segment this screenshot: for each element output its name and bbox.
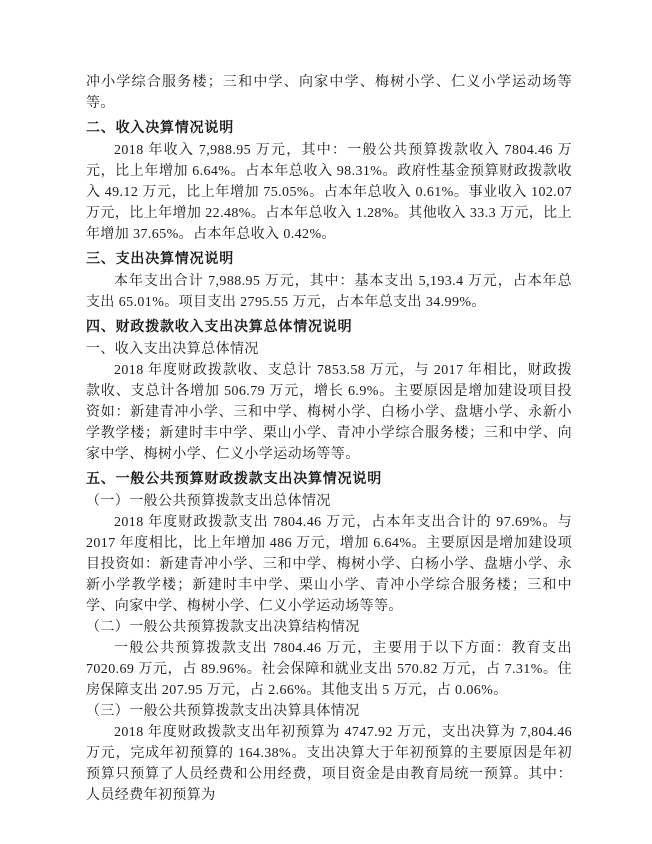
section-heading-general-public-budget: 五、一般公共预算财政拨款支出决算情况说明 [86,470,382,486]
sub-heading: （一）一般公共预算拨款支出总体情况 [86,494,331,509]
body-paragraph: 本年支出合计 7,988.95 万元，其中：基本支出 5,193.4 万元，占本年总支出 65.01%。项目支出 2795.55 万元，占本年总支出 34.99%。 [86,274,572,310]
body-paragraph-continuation: 冲小学综合服务楼；三和中学、向家中学、梅树小学、仁义小学运动场等等。 [86,75,572,111]
sub-heading: （三）一般公共预算拨款支出决算具体情况 [86,704,360,719]
section-heading-fiscal-appropriation-overview: 四、财政拨款收入支出决算总体情况说明 [86,318,353,334]
body-paragraph: 2018 年度财政拨款支出 7804.46 万元，占本年支出合计的 97.69%。与 2017 年度相比，比上年增加 486 万元，增加 6.64%。主要原因是增加建设项目投资如：新建青冲小学、三和中学、梅树小学、白杨小学、盘塘小学、永新小学教学楼；新建时丰中学、栗山小学、青冲小学综合服务楼；三和中学、向家中学、梅树小学、仁义小学运动场等等。 [86,515,572,614]
body-paragraph: 2018 年度财政拨款支出年初预算为 4747.92 万元，支出决算为 7,804.46 万元，完成年初预算的 164.38%。支出决算大于年初预算的主要原因是年初预算只预算了人员经费和公用经费，项目资金是由教育局统一预算。其中：人员经费年初预算为 [86,725,572,803]
section-heading-expenditure: 三、支出决算情况说明 [86,250,234,266]
body-paragraph: 一般公共预算拨款支出 7804.46 万元，主要用于以下方面：教育支出 7020.69 万元，占 89.96%。社会保障和就业支出 570.82 万元，占 7.31%。住房保障支出 207.95 万元，占 2.66%。其他支出 5 万元，占 0.06%。 [86,641,572,698]
sub-heading: （二）一般公共预算拨款支出决算结构情况 [86,620,360,635]
sub-heading: 一、收入支出决算总体情况 [86,342,259,357]
body-paragraph: 2018 年度财政拨款收、支总计 7853.58 万元，与 2017 年相比，财政拨款收、支总计各增加 506.79 万元，增长 6.9%。主要原因是增加建设项目投资如：新建青冲小学、三和中学、梅树小学、白杨小学、盘塘小学、永新小学教学楼；新建时丰中学、栗山小学、青冲小学综合服务楼；三和中学、向家中学、梅树小学、仁义小学运动场等等。 [86,363,572,462]
section-heading-income: 二、收入决算情况说明 [86,119,234,135]
body-paragraph: 2018 年收入 7,988.95 万元，其中：一般公共预算拨款收入 7804.46 万元，比上年增加 6.64%。占本年总收入 98.31%。政府性基金预算财政拨款收入 49.12 万元，比上年增加 75.05%。占本年总收入 0.61%。事业收入 102.07 万元，比上年增加 22.48%。占本年总收入 1.28%。其他收入 33.3 万元，比上年增加 37.65%。占本年总收入 0.42%。 [86,143,572,242]
